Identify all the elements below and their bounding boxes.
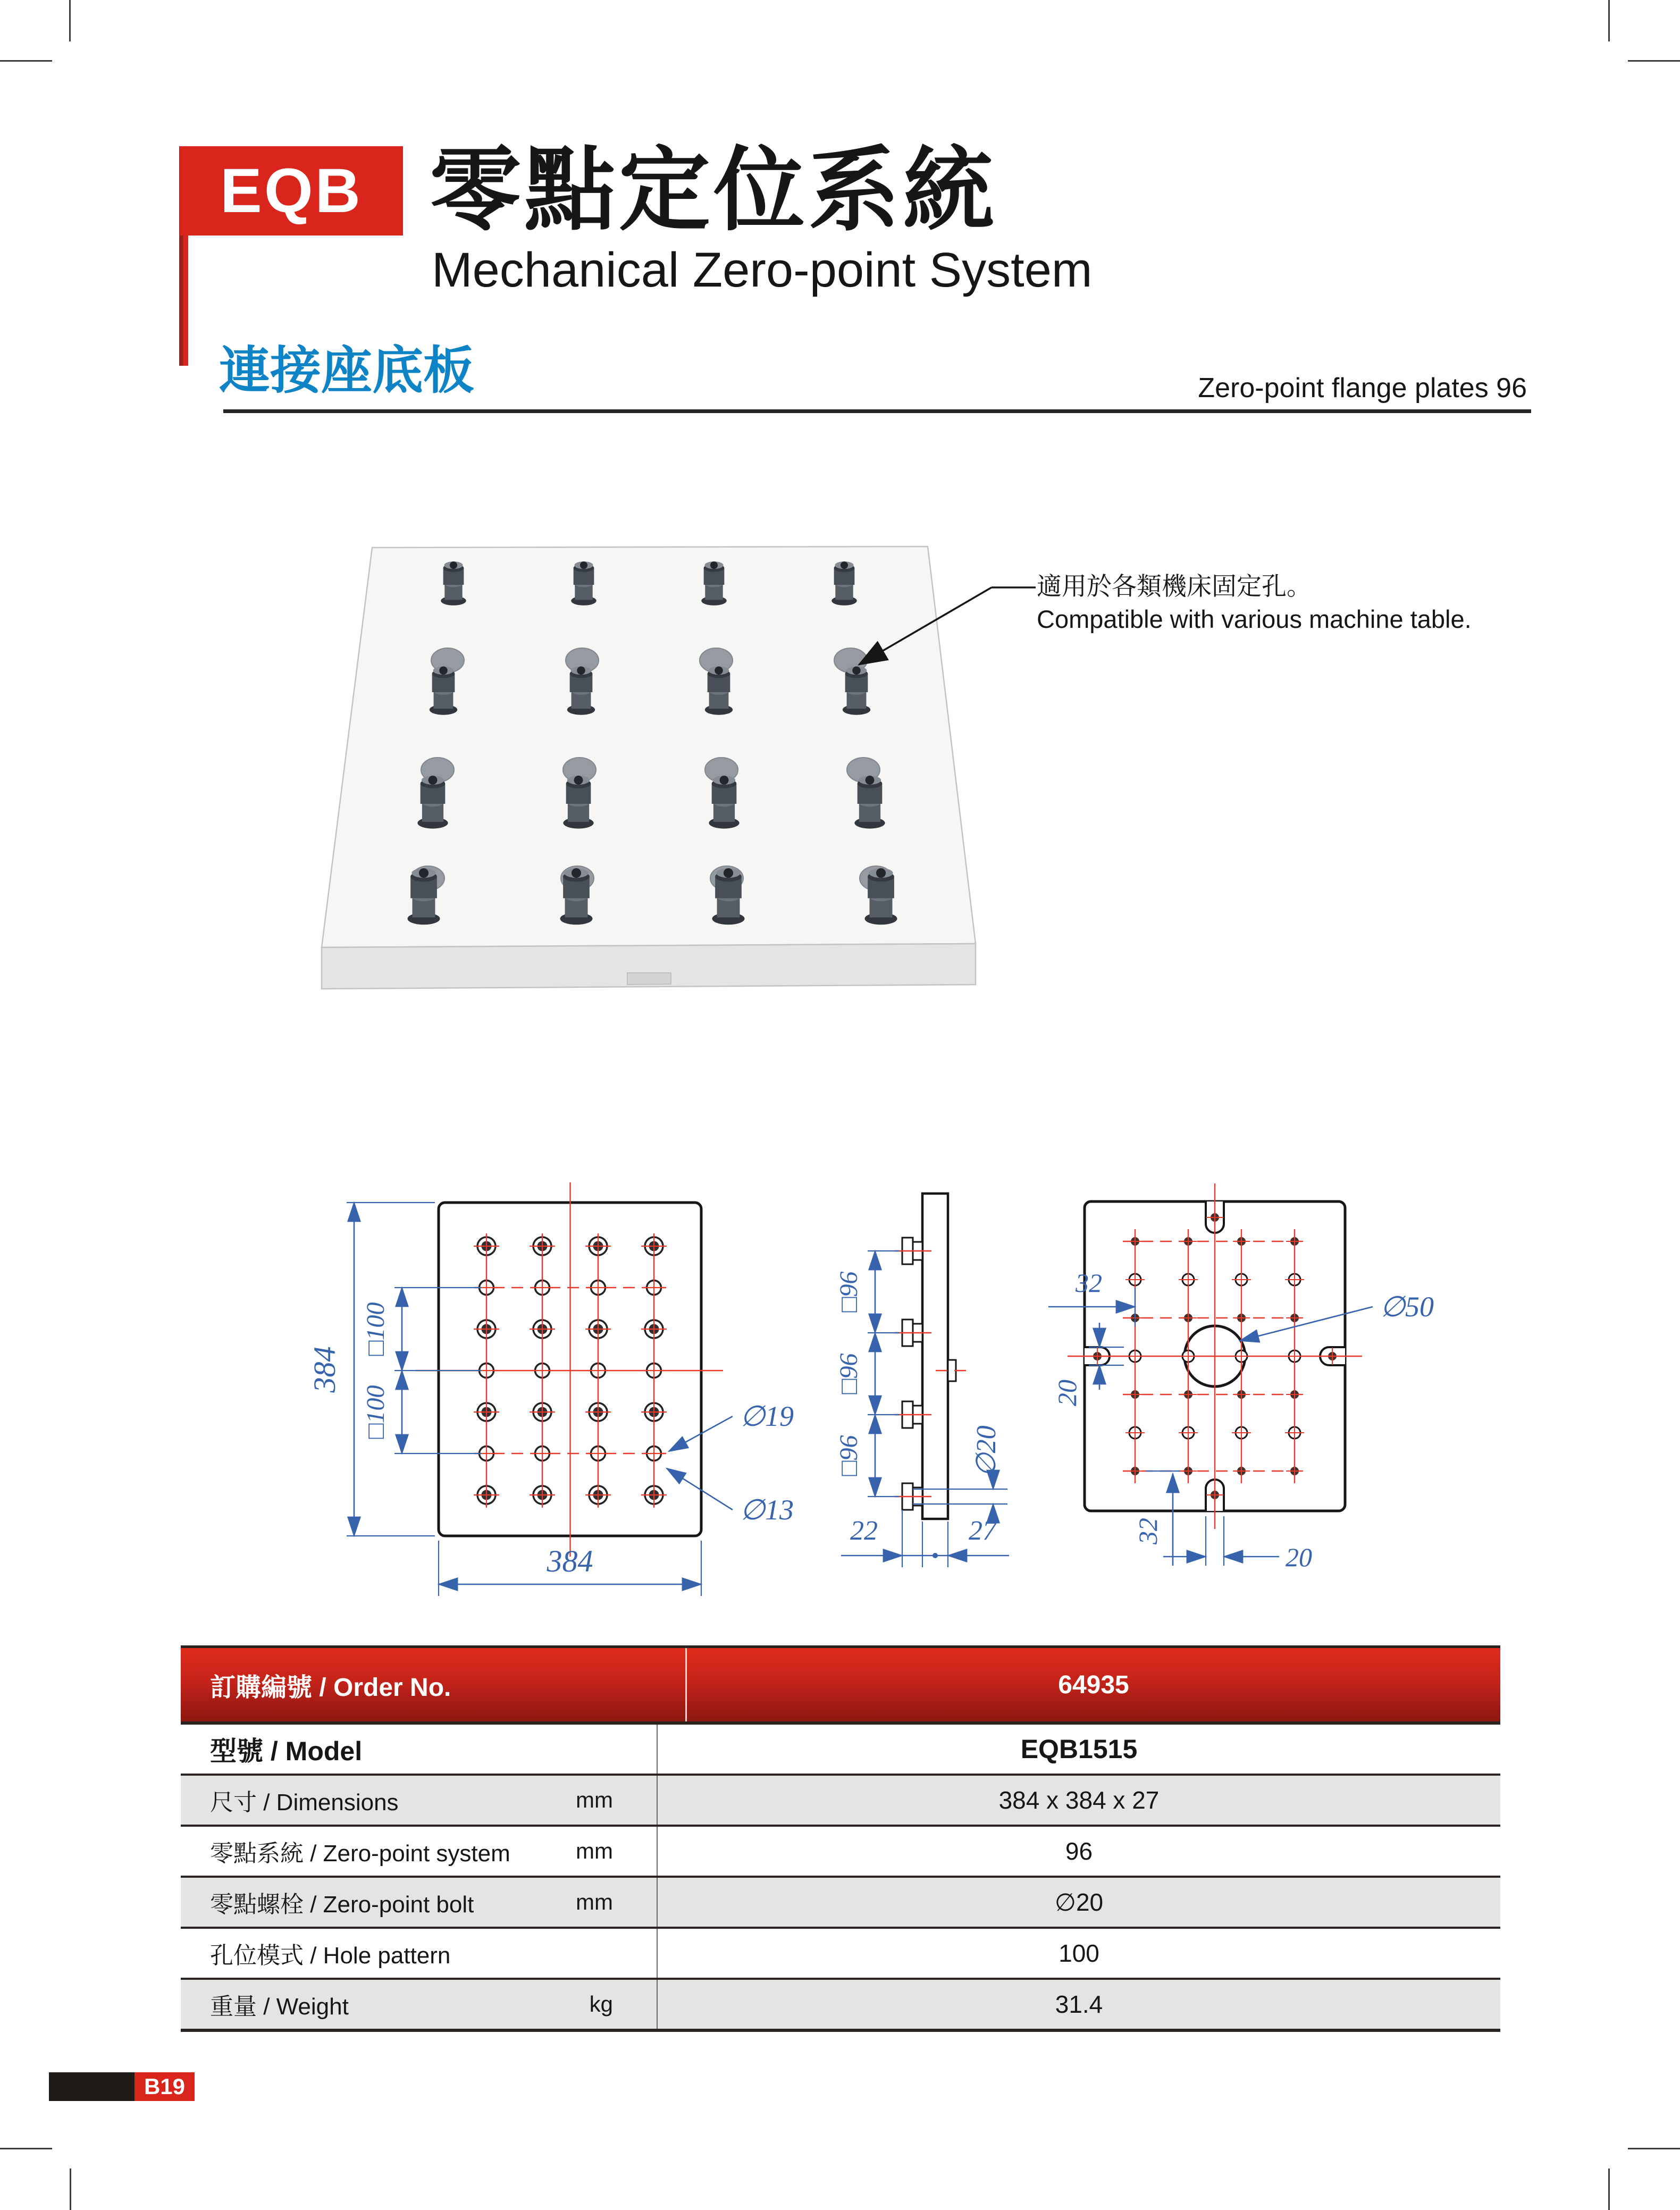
row-label: 孔位模式 / Hole pattern — [210, 1943, 451, 1969]
cropmark-top-right-vertical — [1608, 0, 1610, 41]
front-dim-pitch-a: □100 — [362, 1302, 390, 1356]
cropmark-bottom-right-horizontal — [1628, 2148, 1680, 2149]
row-label: 重量 / Weight — [210, 1994, 349, 2020]
footer-black-bar — [49, 2072, 135, 2101]
compatibility-note-chinese: 適用於各類機床固定孔。 — [1037, 572, 1312, 600]
cropmark-bottom-left-horizontal — [0, 2148, 52, 2149]
side-dim-bolt-dia: ∅20 — [971, 1425, 1002, 1477]
series-code: EQB — [220, 156, 363, 226]
row-unit: kg — [589, 1991, 613, 2016]
compatibility-note — [1037, 570, 1472, 636]
row-value: 384 x 384 x 27 — [998, 1786, 1160, 1814]
cropmark-bottom-left-vertical — [70, 2169, 71, 2210]
row-value: 96 — [1065, 1837, 1093, 1865]
table-row — [181, 1776, 1500, 1827]
front-dim-width: 384 — [547, 1544, 593, 1578]
footer-page-tab — [135, 2072, 195, 2101]
front-dim-height: 384 — [307, 1346, 342, 1393]
row-value: ∅20 — [1054, 1888, 1104, 1916]
page-title-chinese: 零點定位系統 — [430, 139, 997, 241]
front-dim-pitch-b: □100 — [362, 1385, 390, 1439]
section-title-english: Zero-point flange plates 96 — [1198, 373, 1527, 404]
series-badge — [180, 146, 403, 236]
row-label: 零點系統 / Zero-point system — [210, 1841, 510, 1867]
specification-table — [181, 1645, 1500, 2032]
page-number: B19 — [144, 2074, 186, 2099]
front-view-drawing — [307, 1182, 794, 1596]
table-row — [181, 1827, 1500, 1878]
rear-dim-slot-bottom: 20 — [1286, 1542, 1312, 1572]
table-row — [181, 1878, 1500, 1929]
cropmark-top-left-vertical — [69, 0, 71, 41]
side-view-drawing — [835, 1194, 1009, 1567]
rear-dim-slot-left: 20 — [1052, 1380, 1082, 1406]
table-row — [181, 1980, 1500, 2032]
rear-dim-edge-top: 32 — [1076, 1268, 1102, 1298]
row-value: EQB1515 — [1020, 1734, 1138, 1764]
row-value: 100 — [1059, 1939, 1099, 1967]
side-dim-pitch-a: □96 — [835, 1271, 863, 1313]
row-label: 型號 / Model — [210, 1736, 363, 1766]
compatibility-note-english: Compatible with various machine table. — [1037, 605, 1472, 633]
cropmark-top-left-horizontal — [0, 60, 52, 62]
order-no-value: 64935 — [1058, 1670, 1129, 1699]
cropmark-top-right-horizontal — [1628, 60, 1680, 62]
row-label: 尺寸 / Dimensions — [210, 1789, 399, 1816]
side-dim-offset: 22 — [850, 1516, 878, 1546]
front-dim-bolt-head-dia: ∅19 — [740, 1400, 794, 1432]
page-title-english: Mechanical Zero-point System — [432, 243, 1093, 297]
cropmark-bottom-right-vertical — [1608, 2169, 1610, 2210]
side-dim-pitch-b: □96 — [835, 1353, 863, 1394]
side-dim-thickness: 27 — [969, 1516, 996, 1546]
section-title-chinese: 連接座底板 — [219, 342, 474, 399]
plate-alignment-notch — [627, 973, 671, 985]
table-row — [181, 1929, 1500, 1980]
technical-drawings — [223, 1164, 1563, 1632]
order-no-label: 訂購編號 / Order No. — [181, 1648, 687, 1721]
section-divider-rule — [223, 409, 1531, 413]
rear-view-drawing — [1048, 1183, 1434, 1572]
row-unit: mm — [576, 1889, 613, 1914]
row-unit: mm — [576, 1787, 613, 1812]
row-unit: mm — [576, 1838, 613, 1863]
rear-dim-center-dia: ∅50 — [1380, 1291, 1434, 1323]
table-header-row — [181, 1645, 1500, 1725]
rear-dim-edge-bottom: 32 — [1133, 1518, 1163, 1544]
table-row — [181, 1725, 1500, 1776]
row-label: 零點螺栓 / Zero-point bolt — [210, 1892, 474, 1918]
row-value: 31.4 — [1055, 1990, 1103, 2018]
front-dim-thread-dia: ∅13 — [740, 1494, 794, 1526]
side-dim-pitch-c: □96 — [835, 1435, 863, 1476]
